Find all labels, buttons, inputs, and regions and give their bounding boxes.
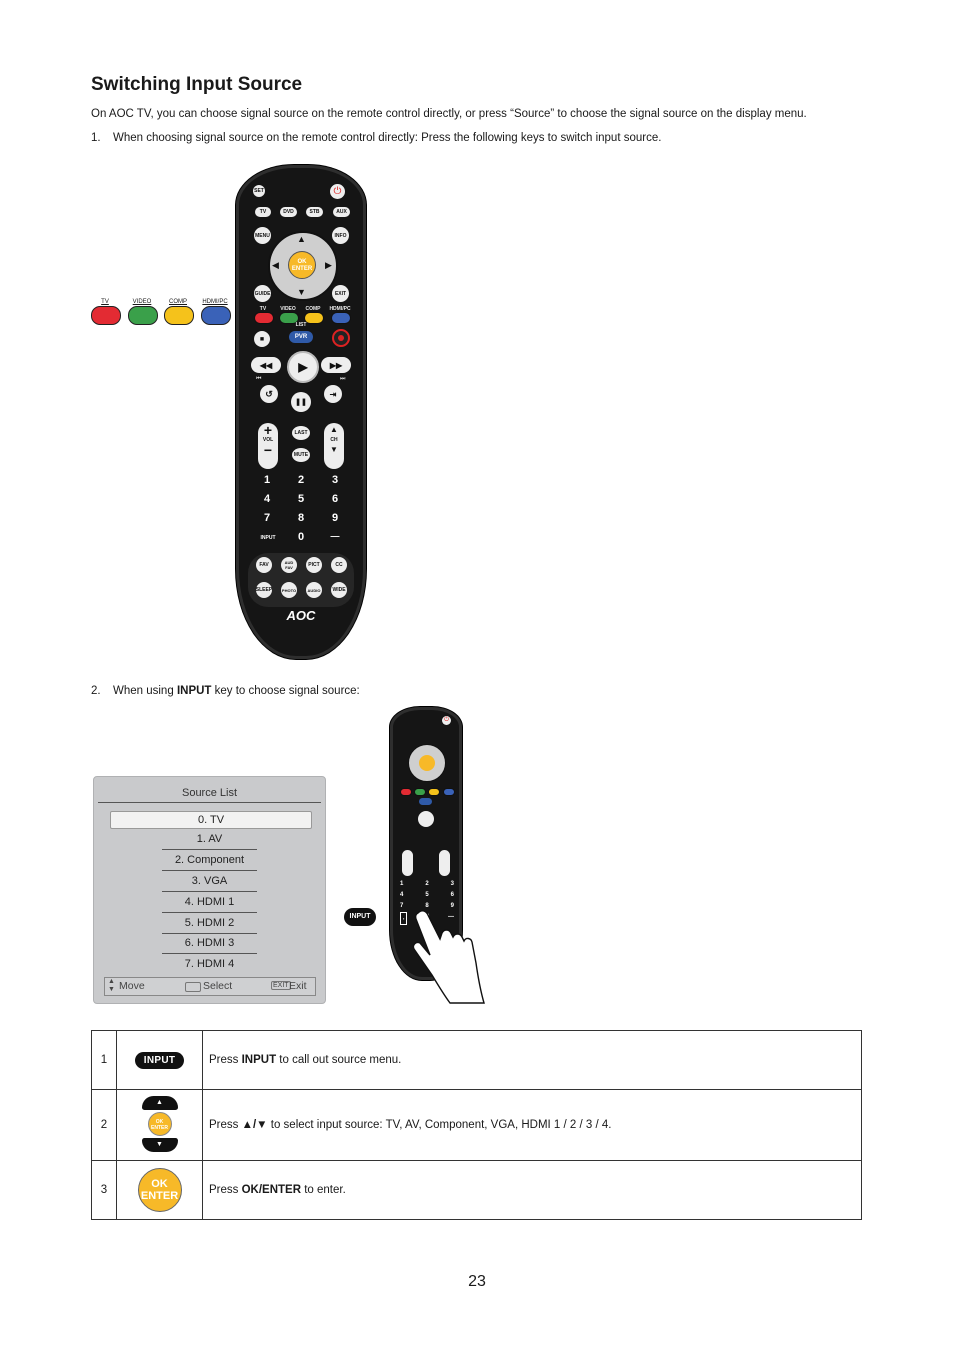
desc-bold: INPUT bbox=[241, 1054, 277, 1066]
last-button: LAST bbox=[292, 426, 310, 440]
exit-label: Exit bbox=[289, 980, 307, 992]
blue-key bbox=[201, 306, 231, 325]
digit-7: 7 bbox=[263, 512, 271, 524]
step2-number: 2. bbox=[91, 685, 101, 697]
up-arrow-icon: ▲ bbox=[297, 234, 306, 244]
small-dpad bbox=[408, 744, 446, 782]
ok-label: OK bbox=[297, 259, 307, 265]
select-label: Select bbox=[203, 980, 233, 992]
aud-fav-button: AUD FAV bbox=[281, 557, 297, 573]
plus-icon: + bbox=[263, 422, 273, 438]
stop-button: ■ bbox=[254, 331, 270, 347]
color-key-label: TV bbox=[101, 299, 109, 305]
row-number: 2 bbox=[92, 1090, 117, 1161]
move-label: Move bbox=[119, 980, 145, 992]
down-key-icon: ▼ bbox=[142, 1138, 178, 1152]
next-track-icon: ⏭ bbox=[340, 376, 346, 382]
color-label-comp: COMP bbox=[305, 306, 321, 312]
cc-button: CC bbox=[331, 557, 347, 573]
replay-button: ↺ bbox=[260, 385, 278, 403]
row-number: 3 bbox=[92, 1161, 117, 1220]
desc-bold: OK/ENTER bbox=[241, 1184, 302, 1196]
ch-label: CH bbox=[330, 437, 338, 443]
audio-button: AUDIO bbox=[306, 582, 322, 598]
channel-rocker bbox=[324, 423, 344, 469]
prev-track-icon: ⏮ bbox=[256, 376, 262, 382]
step2-pre: When using bbox=[113, 685, 177, 697]
tv-button: TV bbox=[255, 207, 271, 217]
info-button: INFO bbox=[332, 227, 349, 244]
small-power-icon: ⏻ bbox=[442, 716, 451, 725]
small-keypad-row: 1 2 3 bbox=[400, 881, 454, 887]
set-button: SET bbox=[253, 185, 265, 197]
wide-button: WIDE bbox=[331, 582, 347, 598]
desc-pre: Press bbox=[209, 1119, 242, 1131]
up-key-icon: ▲ bbox=[142, 1096, 178, 1110]
color-key-comp bbox=[164, 299, 192, 325]
skip-button: ⇥ bbox=[324, 385, 342, 403]
color-key-hdmi bbox=[201, 299, 229, 325]
ok-enter-button bbox=[288, 251, 316, 279]
small-green-button bbox=[414, 788, 426, 796]
aux-button: AUX bbox=[333, 207, 350, 217]
small-volume-rocker bbox=[402, 850, 413, 876]
small-red-button bbox=[400, 788, 412, 796]
color-label-video: VIDEO bbox=[280, 306, 296, 312]
exit-key-icon: EXIT bbox=[273, 982, 289, 989]
down-arrow-icon: ▼ bbox=[297, 287, 306, 297]
small-ok-button bbox=[419, 755, 435, 771]
pause-button: ❚❚ bbox=[291, 392, 311, 412]
sleep-button: SLEEP bbox=[256, 582, 272, 598]
yellow-key bbox=[164, 306, 194, 325]
table-row bbox=[92, 1090, 862, 1161]
source-item-hdmi2[interactable]: 5. HDMI 2 bbox=[162, 913, 257, 934]
input-key-cell bbox=[117, 1031, 203, 1090]
small-blue-button bbox=[443, 788, 455, 796]
row-description bbox=[203, 1031, 862, 1090]
small-keypad-row: 4 5 6 bbox=[400, 892, 454, 898]
desc-pre: Press bbox=[209, 1054, 242, 1066]
row-number: 1 bbox=[92, 1031, 117, 1090]
input-badge: INPUT bbox=[344, 908, 376, 926]
exit-button: EXIT bbox=[332, 285, 349, 302]
record-button bbox=[332, 329, 350, 347]
input-key-icon: INPUT bbox=[135, 1052, 185, 1069]
source-item-av[interactable]: 1. AV bbox=[162, 829, 257, 850]
digit-5: 5 bbox=[297, 493, 305, 505]
guide-button: GUIDE bbox=[254, 285, 271, 302]
play-button: ▶ bbox=[287, 351, 319, 383]
step1-text: When choosing signal source on the remote control directly: Press the following keys to switch input source. bbox=[113, 132, 662, 144]
minus-icon: − bbox=[263, 442, 273, 458]
table-row bbox=[92, 1161, 862, 1220]
fav-button: FAV bbox=[256, 557, 272, 573]
mute-button: MUTE bbox=[292, 448, 310, 462]
ok-text: OK bbox=[151, 1178, 168, 1190]
record-icon bbox=[338, 335, 344, 341]
menu-button: MENU bbox=[254, 227, 271, 244]
updown-enter-icon bbox=[140, 1094, 180, 1156]
desc-bold: ▲/▼ bbox=[241, 1119, 268, 1131]
color-key-tv bbox=[91, 299, 119, 325]
fast-forward-button: ▶▶ bbox=[321, 357, 351, 373]
left-arrow-icon: ◀ bbox=[272, 260, 279, 270]
ok-text: OK bbox=[155, 1119, 164, 1125]
instruction-table bbox=[91, 1030, 862, 1220]
vol-label: VOL bbox=[262, 437, 274, 443]
digit-6: 6 bbox=[331, 493, 339, 505]
digit-0: 0 bbox=[297, 531, 305, 543]
step1-number: 1. bbox=[91, 132, 101, 144]
desc-post: to select input source: TV, AV, Component, VGA, HDMI 1 / 2 / 3 / 4. bbox=[267, 1119, 612, 1131]
enter-text: ENTER bbox=[151, 1125, 168, 1131]
intro-text: On AOC TV, you can choose signal source on the remote control directly, or press “Source” to choose the signal source on the display menu. bbox=[91, 108, 807, 120]
color-key-label: COMP bbox=[169, 299, 187, 305]
digit-3: 3 bbox=[331, 474, 339, 486]
page-number: 23 bbox=[468, 1273, 486, 1290]
desc-post: to call out source menu. bbox=[276, 1054, 402, 1066]
hand-pointer-icon bbox=[410, 905, 486, 1005]
pvr-button: PVR bbox=[289, 331, 313, 343]
source-item-vga[interactable]: 3. VGA bbox=[162, 871, 257, 892]
blue-button bbox=[331, 312, 351, 324]
rewind-button: ◀◀ bbox=[251, 357, 281, 373]
power-icon: ⏻ bbox=[330, 184, 345, 199]
stb-button: STB bbox=[306, 207, 323, 217]
dpad bbox=[268, 231, 338, 301]
small-keypad-row: ▪ — bbox=[400, 912, 454, 925]
source-list-title: Source List bbox=[181, 787, 238, 799]
photo-button: PHOTO bbox=[281, 582, 297, 598]
color-key-label: HDMI/PC bbox=[202, 299, 228, 305]
updown-key-cell bbox=[117, 1090, 203, 1161]
row-description bbox=[203, 1090, 862, 1161]
small-yellow-button bbox=[428, 788, 440, 796]
red-key bbox=[91, 306, 121, 325]
pict-button: PICT bbox=[306, 557, 322, 573]
green-key bbox=[128, 306, 158, 325]
source-list-footer bbox=[104, 977, 316, 996]
step2-bold: INPUT bbox=[176, 685, 212, 697]
step2-post: key to choose signal source: bbox=[211, 685, 360, 697]
input-key: INPUT bbox=[260, 535, 276, 541]
color-label-hdmi: HDMI/PC bbox=[329, 306, 351, 312]
enter-key-icon bbox=[185, 982, 201, 992]
digit-8: 8 bbox=[297, 512, 305, 524]
source-list-menu bbox=[93, 776, 326, 1004]
ok-key-cell bbox=[117, 1161, 203, 1220]
ok-enter-icon bbox=[138, 1168, 182, 1212]
aoc-logo: AOC bbox=[286, 608, 316, 623]
small-keypad-row: 7 8 9 bbox=[400, 903, 454, 909]
ch-up-icon: ▲ bbox=[330, 425, 338, 434]
updown-icon: ▲ ▼ bbox=[108, 978, 115, 993]
desc-post: to enter. bbox=[301, 1184, 346, 1196]
row-description bbox=[203, 1161, 862, 1220]
small-channel-rocker bbox=[439, 850, 450, 876]
source-item-hdmi4[interactable]: 7. HDMI 4 bbox=[184, 958, 235, 970]
page-title: Switching Input Source bbox=[91, 74, 303, 95]
right-arrow-icon: ▶ bbox=[325, 260, 332, 270]
small-ok-enter-icon bbox=[148, 1112, 172, 1136]
desc-pre: Press bbox=[209, 1184, 242, 1196]
color-key-label: VIDEO bbox=[132, 299, 152, 305]
dash-key: — bbox=[330, 531, 340, 541]
enter-text: ENTER bbox=[140, 1190, 179, 1202]
red-button bbox=[254, 312, 274, 324]
source-item-component[interactable]: 2. Component bbox=[162, 850, 257, 871]
table-row bbox=[92, 1031, 862, 1090]
digit-2: 2 bbox=[297, 474, 305, 486]
source-list-divider bbox=[98, 802, 321, 803]
digit-4: 4 bbox=[263, 493, 271, 505]
dvd-button: DVD bbox=[280, 207, 297, 217]
small-pvr-button bbox=[419, 798, 432, 805]
list-label: LIST bbox=[295, 322, 307, 328]
small-play-button bbox=[418, 811, 434, 827]
source-item-hdmi3[interactable]: 6. HDMI 3 bbox=[162, 933, 257, 954]
remote-control-large bbox=[236, 165, 366, 659]
color-label-tv: TV bbox=[259, 306, 267, 312]
volume-rocker bbox=[258, 423, 278, 469]
color-key-video bbox=[128, 299, 156, 325]
source-item-tv[interactable]: 0. TV bbox=[110, 811, 312, 829]
ch-down-icon: ▼ bbox=[330, 445, 338, 454]
enter-label: ENTER bbox=[291, 266, 313, 272]
digit-1: 1 bbox=[263, 474, 271, 486]
source-item-hdmi1[interactable]: 4. HDMI 1 bbox=[162, 892, 257, 913]
digit-9: 9 bbox=[331, 512, 339, 524]
step2-text bbox=[113, 684, 360, 698]
